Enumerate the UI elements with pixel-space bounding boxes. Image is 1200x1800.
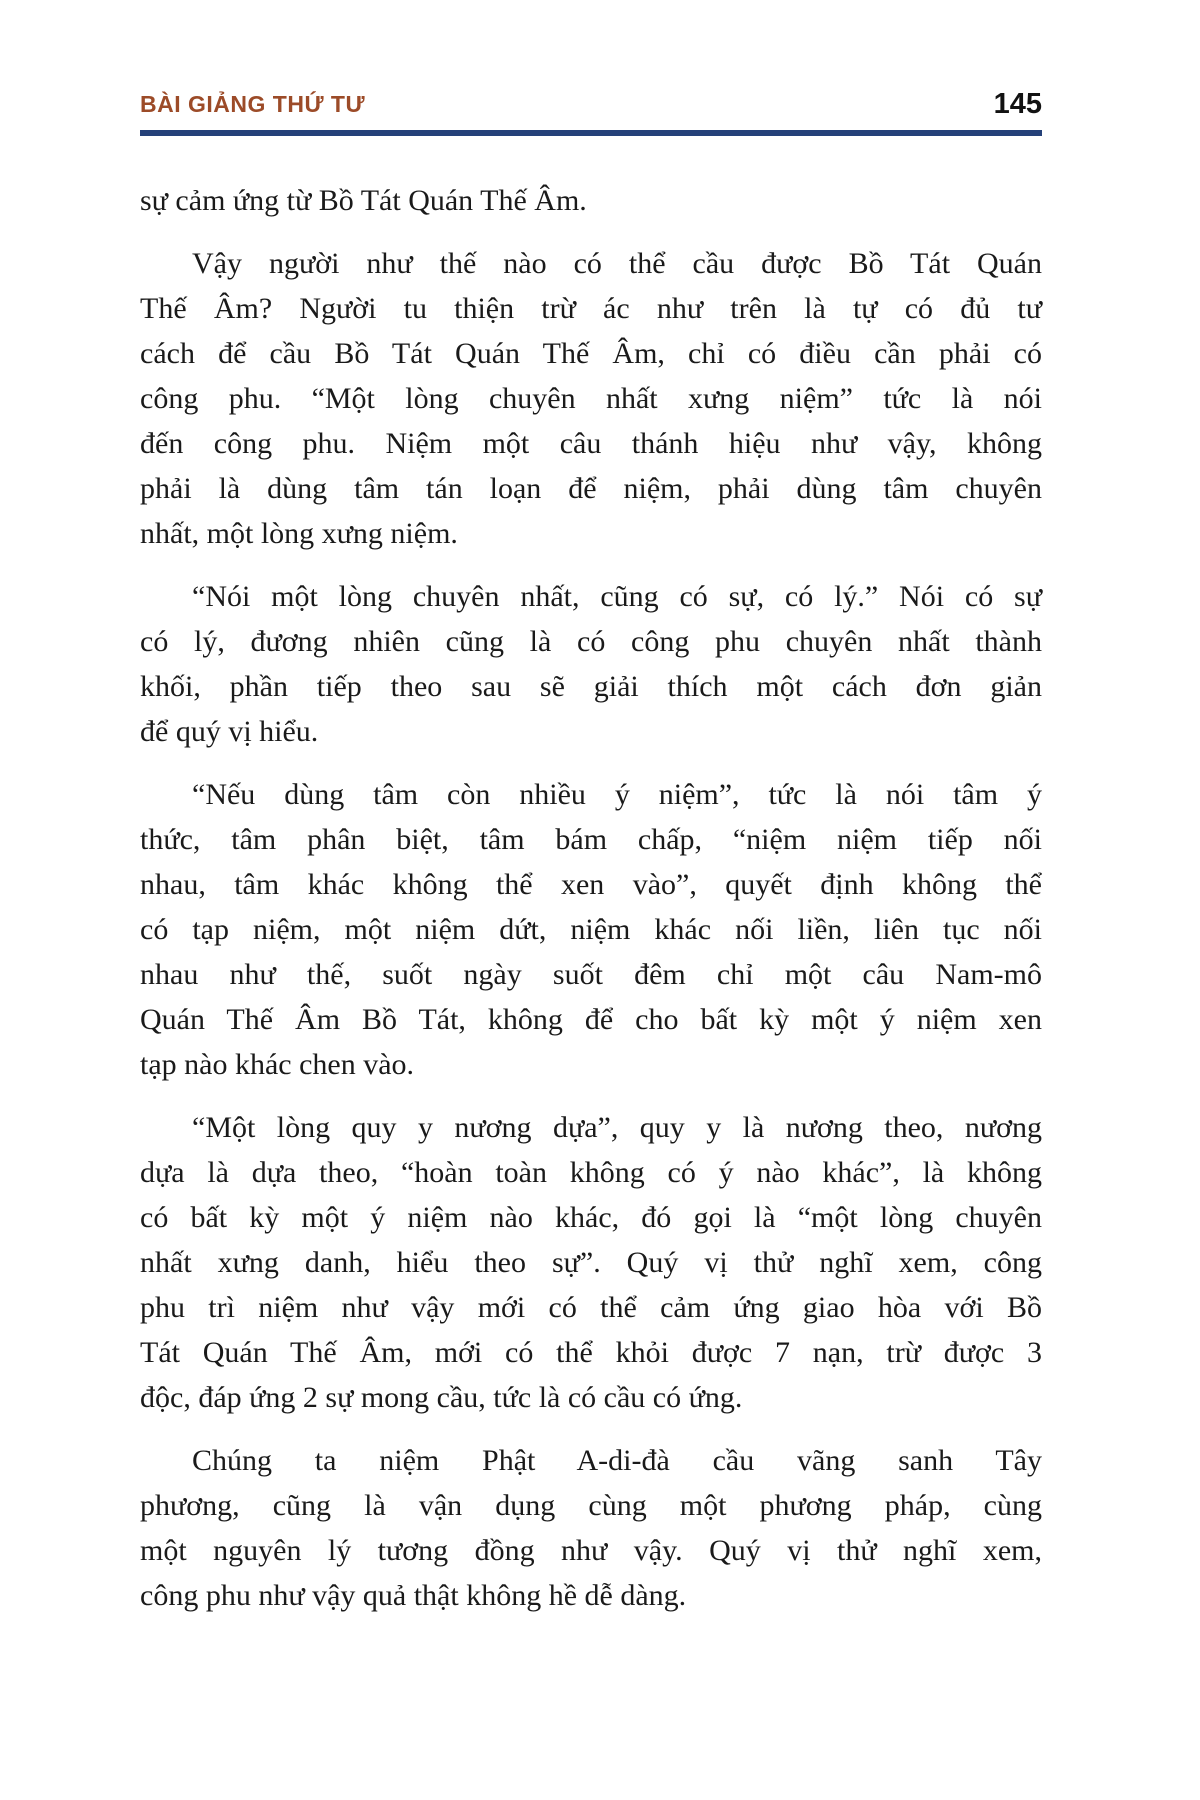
header-rule-divider xyxy=(140,130,1042,136)
text-line: dựa là dựa theo, “hoàn toàn không có ý nào khác”, là không xyxy=(140,1156,1042,1189)
paragraph xyxy=(140,1438,1042,1618)
text-line: đến công phu. Niệm một câu thánh hiệu như vậy, không xyxy=(140,427,1042,460)
text-line: cách để cầu Bồ Tát Quán Thế Âm, chỉ có điều cần phải có xyxy=(140,337,1042,370)
text-line: Chúng ta niệm Phật A-di-đà cầu vãng sanh Tây xyxy=(192,1444,1042,1477)
text-line: Quán Thế Âm Bồ Tát, không để cho bất kỳ một ý niệm xen xyxy=(140,1003,1042,1036)
text-line: nhất, một lòng xưng niệm. xyxy=(140,517,458,550)
paragraph xyxy=(140,574,1042,754)
text-line: khối, phần tiếp theo sau sẽ giải thích một cách đơn giản xyxy=(140,670,1042,703)
text-line: nhau, tâm khác không thể xen vào”, quyết định không thể xyxy=(140,868,1042,901)
paragraph xyxy=(140,1105,1042,1420)
text-line: sự cảm ứng từ Bồ Tát Quán Thế Âm. xyxy=(140,184,587,217)
text-line: có bất kỳ một ý niệm nào khác, đó gọi là “một lòng chuyên xyxy=(140,1201,1042,1234)
text-line: nhau như thế, suốt ngày suốt đêm chỉ một câu Nam-mô xyxy=(140,958,1042,991)
text-line: Thế Âm? Người tu thiện trừ ác như trên là tự có đủ tư xyxy=(140,292,1042,325)
text-line: tạp nào khác chen vào. xyxy=(140,1048,415,1081)
text-line: “Một lòng quy y nương dựa”, quy y là nương theo, nương xyxy=(192,1111,1042,1144)
text-line: phu trì niệm như vậy mới có thể cảm ứng giao hòa với Bồ xyxy=(140,1291,1042,1324)
page-header xyxy=(140,90,1042,119)
text-line: có tạp niệm, một niệm dứt, niệm khác nối liền, liên tục nối xyxy=(140,913,1042,946)
text-line: thức, tâm phân biệt, tâm bám chấp, “niệm niệm tiếp nối xyxy=(140,823,1042,856)
text-line: “Nếu dùng tâm còn nhiều ý niệm”, tức là nói tâm ý xyxy=(192,778,1042,811)
paragraph xyxy=(140,241,1042,556)
page-number: 145 xyxy=(993,88,1042,120)
text-line: có lý, đương nhiên cũng là có công phu chuyên nhất thành xyxy=(140,625,1042,658)
text-line: phương, cũng là vận dụng cùng một phương pháp, cùng xyxy=(140,1489,1042,1522)
running-header-title: BÀI GIẢNG THỨ TƯ xyxy=(140,91,366,117)
paragraph xyxy=(140,178,1042,223)
text-line: công phu. “Một lòng chuyên nhất xưng niệm” tức là nói xyxy=(140,382,1042,415)
text-line: một nguyên lý tương đồng như vậy. Quý vị thử nghĩ xem, xyxy=(140,1534,1042,1567)
text-line: nhất xưng danh, hiểu theo sự”. Quý vị thử nghĩ xem, công xyxy=(140,1246,1042,1279)
text-line: độc, đáp ứng 2 sự mong cầu, tức là có cầu có ứng. xyxy=(140,1381,743,1414)
text-line: Tát Quán Thế Âm, mới có thể khỏi được 7 nạn, trừ được 3 xyxy=(140,1336,1042,1369)
body-text xyxy=(140,178,1042,1618)
text-line: công phu như vậy quả thật không hề dễ dàng. xyxy=(140,1579,687,1612)
text-line: Vậy người như thế nào có thể cầu được Bồ Tát Quán xyxy=(192,247,1042,280)
paragraph xyxy=(140,772,1042,1087)
text-line: để quý vị hiểu. xyxy=(140,715,319,748)
text-line: phải là dùng tâm tán loạn để niệm, phải dùng tâm chuyên xyxy=(140,472,1042,505)
text-line: “Nói một lòng chuyên nhất, cũng có sự, có lý.” Nói có sự xyxy=(192,580,1042,613)
